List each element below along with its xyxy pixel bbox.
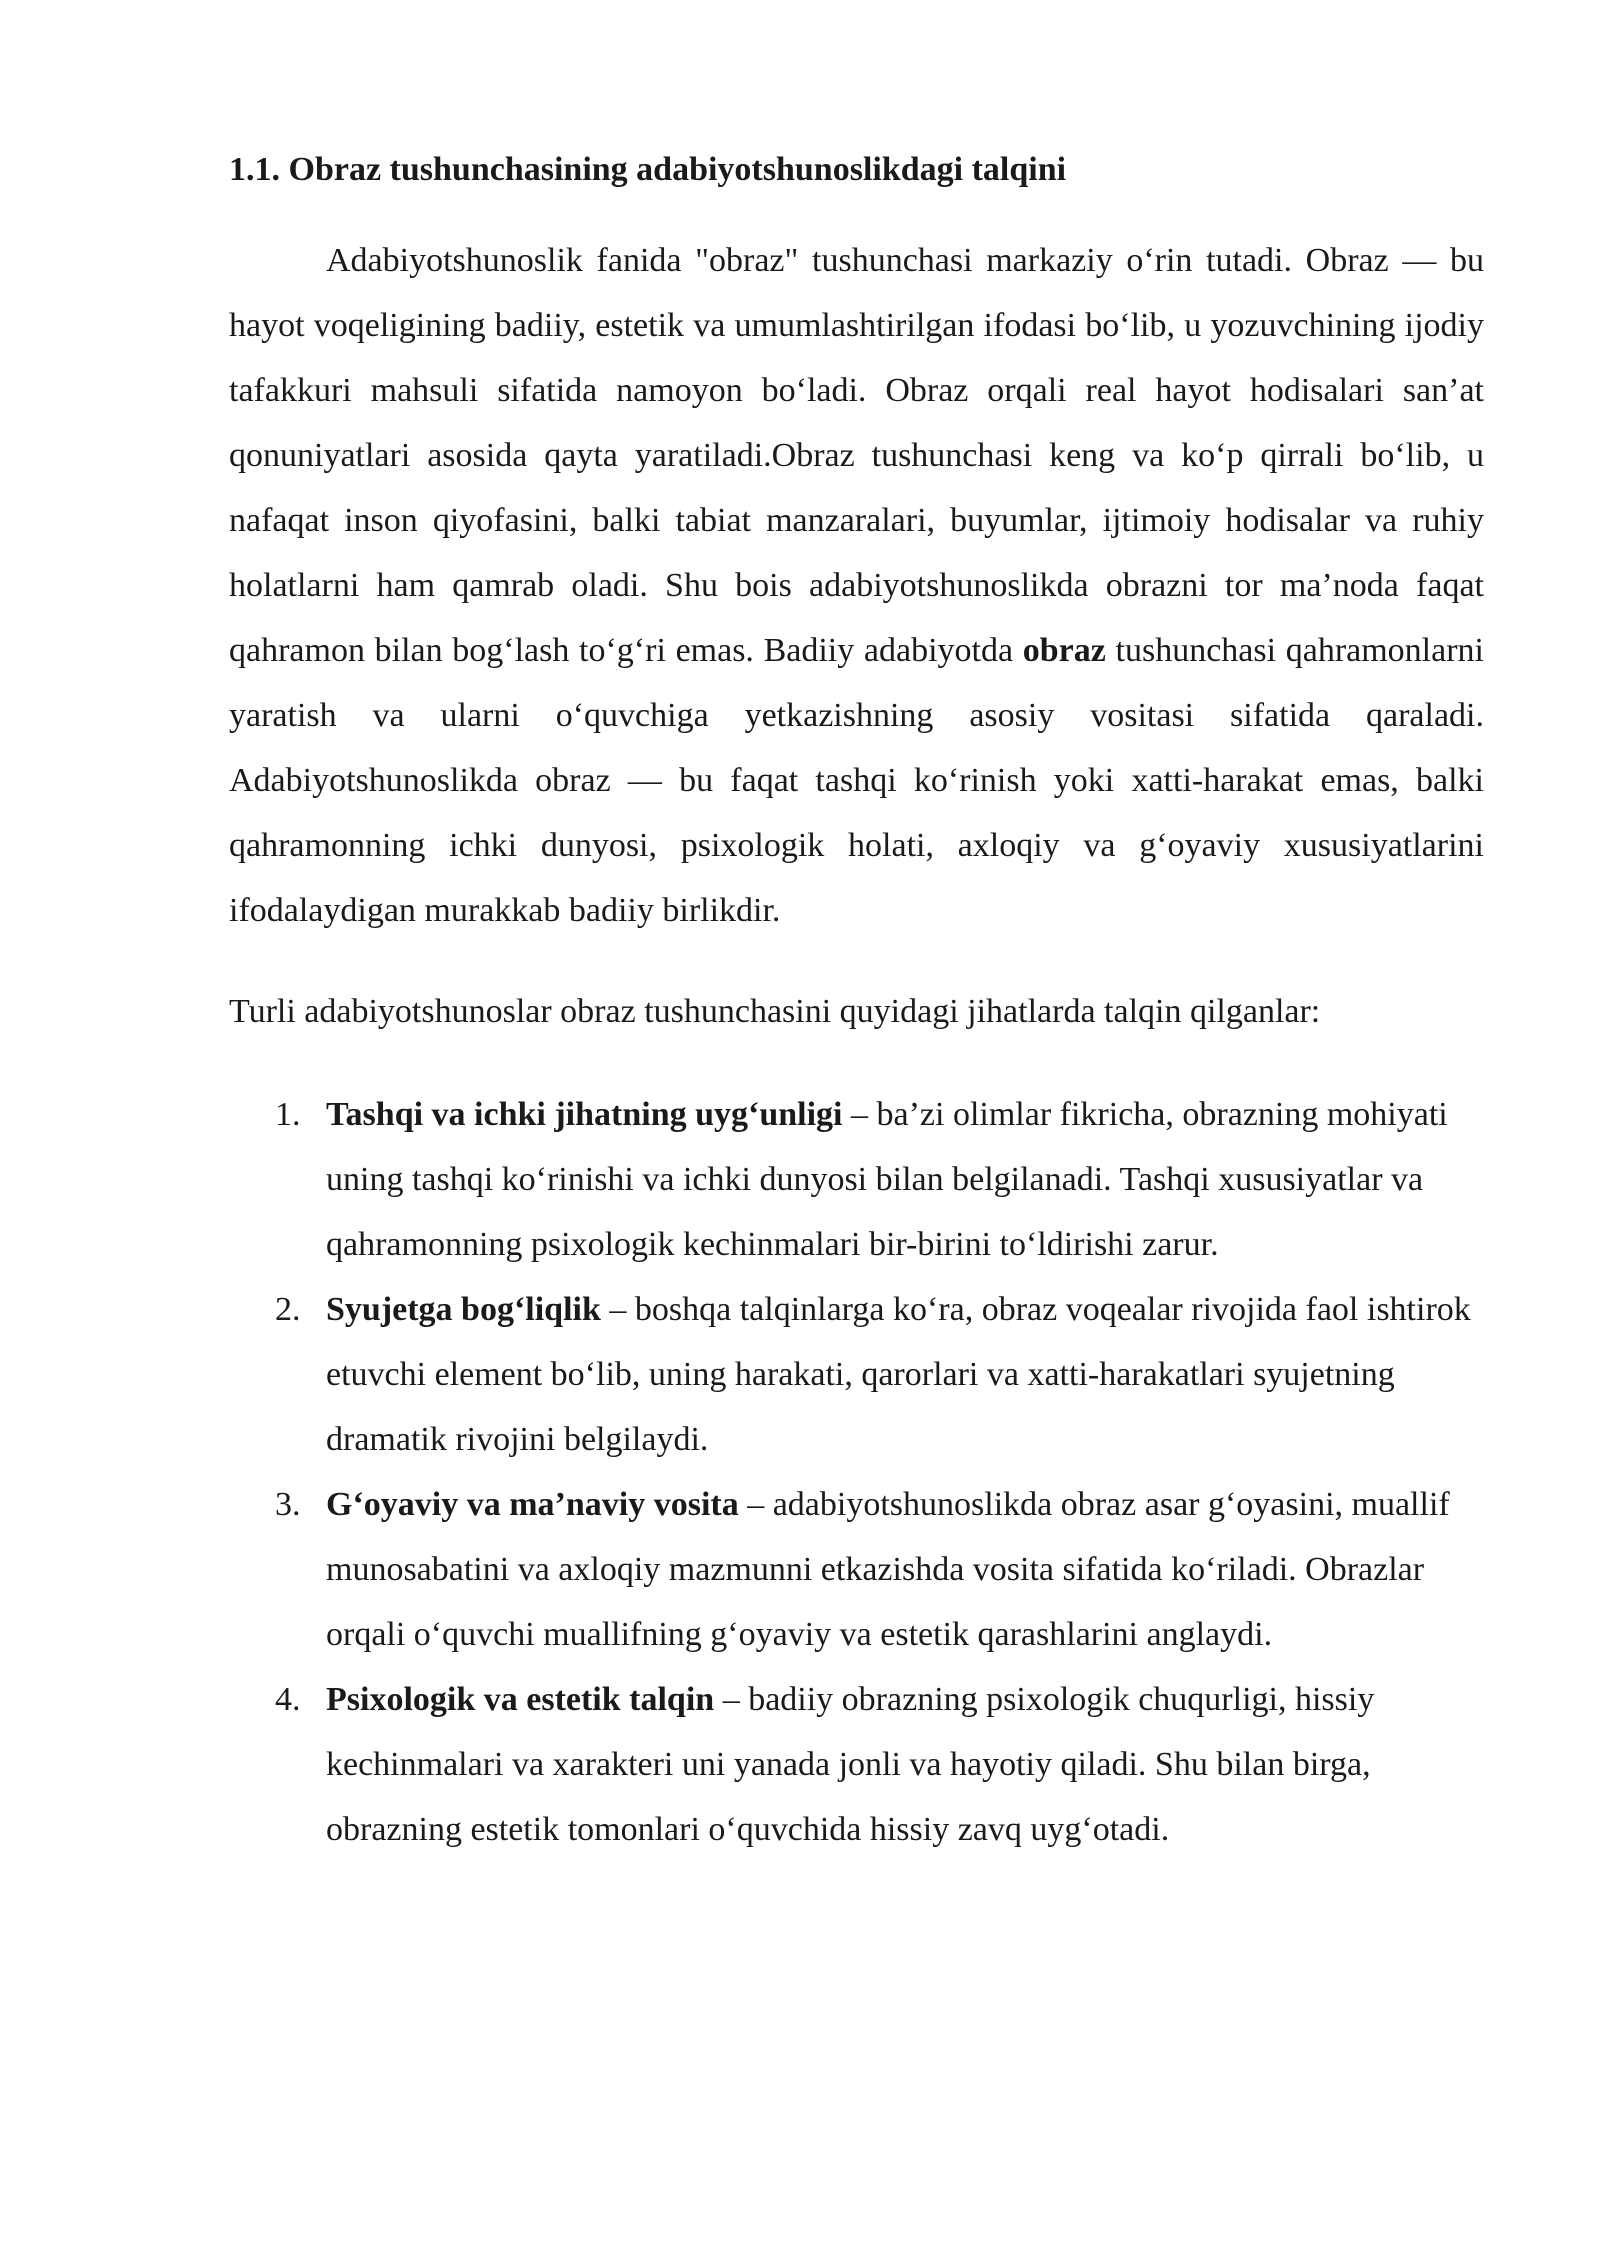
list-intro: Turli adabiyotshunoslar obraz tushunchasini quyidagi jihatlarda talqin qilganlar: [229, 993, 1321, 1031]
list-text: – badiiy obrazning psixologik chuqurligi, hissiy kechinmalari va xarakteri uni yanada jonli va hayotiy qiladi. Shu bilan birga, obrazning estetik tomonlari o‘quvchida hissiy zavq uyg‘otadi. [326, 1681, 1375, 1849]
numbered-list [229, 1082, 1484, 1862]
list-item [229, 1277, 1484, 1472]
list-term: Syujetga bog‘liqlik [326, 1291, 601, 1329]
body-paragraph [229, 228, 1484, 943]
document-page [229, 148, 1484, 1862]
list-text: – ba’zi olimlar fikricha, obrazning mohiyati uning tashqi ko‘rinishi va ichki dunyosi bilan belgilanadi. Tashqi xususiyatlar va qahramonning psixologik kechinmalari bir-birini to‘ldirishi zarur. [326, 1096, 1448, 1264]
list-number: 3. [275, 1486, 301, 1524]
list-item [229, 1472, 1484, 1667]
list-text: – boshqa talqinlarga ko‘ra, obraz voqealar rivojida faol ishtirok etuvchi element bo‘lib, uning harakati, qarorlari va xatti-harakatlari syujetning dramatik rivojini belgilaydi. [326, 1291, 1471, 1459]
list-number: 1. [275, 1096, 301, 1134]
paragraph-text-1: Adabiyotshunoslik fanida "obraz" tushunchasi markaziy o‘rin tutadi. Obraz — bu hayot voqeligining badiiy, estetik va umumlashtirilgan ifodasi bo‘lib, u yozuvchining ijodiy tafakkuri mahsuli sifatida namoyon bo‘ladi. Obraz orqali real hayot hodisalari san’at qonuniyatlari asosida qayta yaratiladi.Obraz tushunchasi keng va ko‘p qirrali bo‘lib, u nafaqat inson qiyofasini, balki tabiat manzaralari, buyumlar, ijtimoiy hodisalar va ruhiy holatlarni ham qamrab oladi. Shu bois adabiyotshunoslikda obrazni tor ma’noda faqat qahramon bilan bog‘lash to‘g‘ri emas. Badiiy adabiyotda [229, 242, 1484, 670]
list-text: – adabiyotshunoslikda obraz asar g‘oyasini, muallif munosabatini va axloqiy mazmunni etkazishda vosita sifatida ko‘riladi. Obrazlar orqali o‘quvchi muallifning g‘oyaviy va estetik qarashlarini anglaydi. [326, 1486, 1450, 1654]
paragraph-text-2: tushunchasi qahramonlarni yaratish va ularni o‘quvchiga yetkazishning asosiy vositasi sifatida qaraladi. Adabiyotshunoslikda obraz — bu faqat tashqi ko‘rinish yoki xatti-harakat emas, balki qahramonning ichki dunyosi, psixologik holati, axloqiy va g‘oyaviy xususiyatlarini ifodalaydigan murakkab badiiy birlikdir. [229, 632, 1484, 930]
list-term: Psixologik va estetik talqin [326, 1681, 715, 1719]
list-term: Tashqi va ichki jihatning uyg‘unligi [326, 1096, 843, 1134]
list-number: 4. [275, 1681, 301, 1719]
list-number: 2. [275, 1291, 301, 1329]
list-item [229, 1082, 1484, 1277]
list-item [229, 1667, 1484, 1862]
list-term: G‘oyaviy va ma’naviy vosita [326, 1486, 739, 1524]
paragraph-bold-term: obraz [1022, 632, 1106, 670]
section-heading: 1.1. Obraz tushunchasining adabiyotshunoslikdagi talqini [229, 151, 1067, 188]
